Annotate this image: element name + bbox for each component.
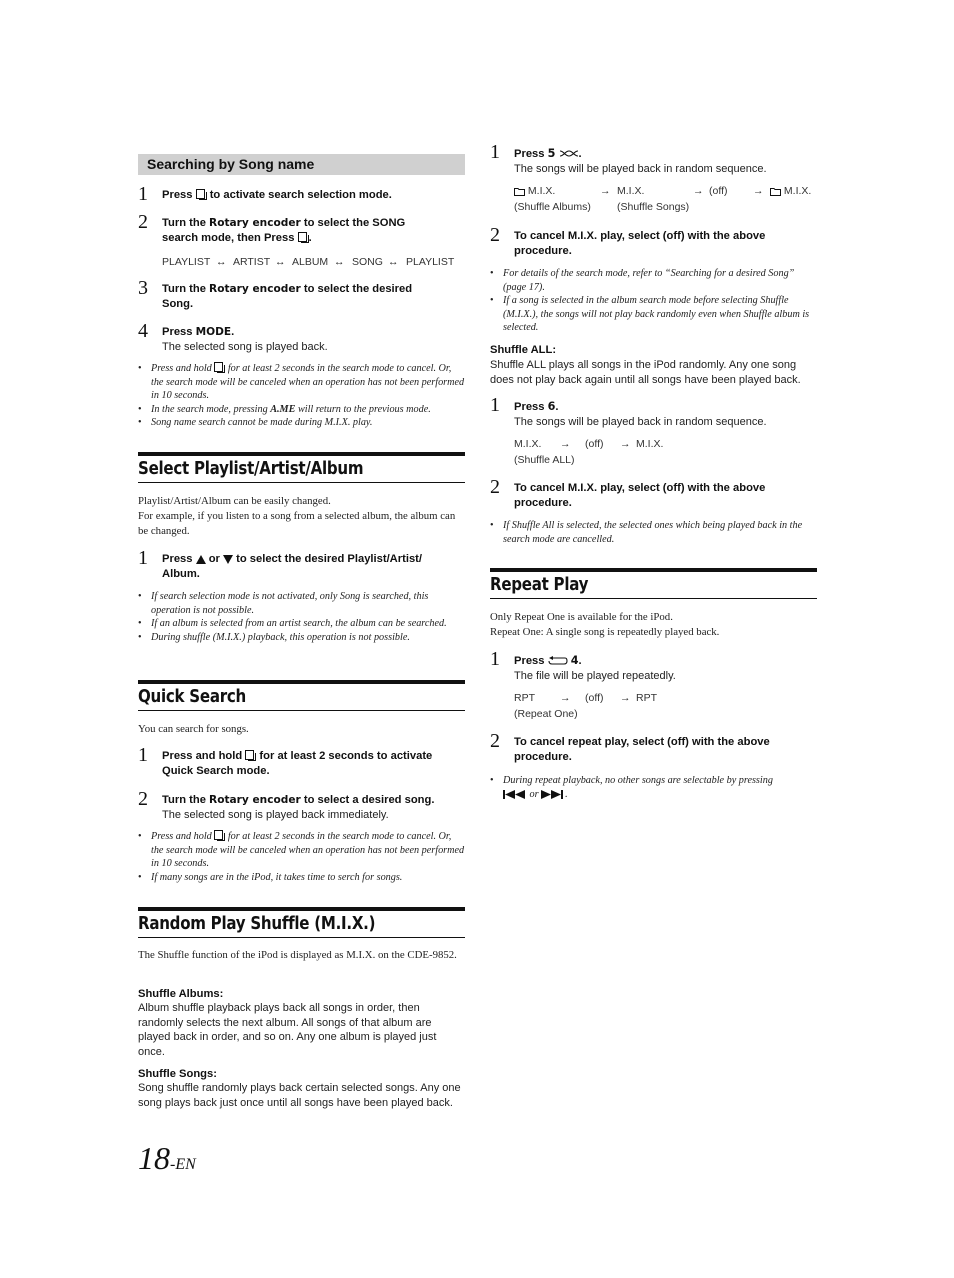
note-text: or <box>529 788 539 800</box>
step-text: for at least 2 seconds to activate <box>259 750 433 762</box>
step-number: 1 <box>490 394 500 416</box>
notes-playlist <box>138 590 465 644</box>
seq-item <box>514 183 555 199</box>
step-number: 1 <box>138 744 148 766</box>
seq-item: PLAYLIST <box>162 256 211 268</box>
page-number-suffix: -EN <box>170 1156 196 1173</box>
step-description: The file will be played repeatedly. <box>514 670 676 682</box>
seq-item: M.I.X. <box>617 185 645 197</box>
seq-item: M.I.X. <box>636 438 664 450</box>
heading-text: Select Playlist/Artist/Album <box>138 459 364 479</box>
step-text: to select the desired Playlist/Artist/ <box>236 553 423 565</box>
step-text: search mode, then Press <box>162 232 295 244</box>
seq-caption: (Repeat One) <box>514 708 578 720</box>
step-text: Turn the <box>162 794 206 806</box>
step-2-mix <box>490 224 817 259</box>
note-text: During repeat playback, no other songs are selectable by pressing <box>503 775 773 786</box>
note-text: . <box>565 788 568 800</box>
seq-item: (off) <box>709 185 728 197</box>
shuffle-all-caption <box>514 452 817 468</box>
step-text: To cancel M.I.X. play, select (off) with the above <box>514 230 766 242</box>
random-play-intro: The Shuffle function of the iPod is displayed as M.I.X. on the CDE-9852. <box>138 949 457 961</box>
seq-arrow: → <box>560 692 571 704</box>
step-3-search <box>138 277 465 312</box>
up-triangle-icon <box>196 555 206 564</box>
heading-random-play <box>138 907 465 938</box>
step-text: to select a desired song. <box>303 794 435 806</box>
step-text: . <box>308 232 312 244</box>
note-text: If many songs are in the iPod, it takes time to serch for songs. <box>151 871 403 883</box>
seq-arrow: ↔ <box>388 256 399 268</box>
shuffle-albums-title: Shuffle Albums: <box>138 988 224 1000</box>
note-item <box>138 403 465 417</box>
mix-sequence <box>514 183 817 199</box>
note-text: Song name search cannot be made during M.I.X. play. <box>151 417 373 429</box>
shuffle-all-sequence <box>514 436 817 452</box>
notes-repeat <box>490 774 817 801</box>
note-item: • If Shuffle All is selected, the selected ones which being played back in the search mode are cancelled. <box>490 519 817 546</box>
step-number: 2 <box>138 788 148 810</box>
previous-track-icon <box>503 790 527 799</box>
step-text: to select the SONG <box>303 217 406 229</box>
step-2-search <box>138 211 465 270</box>
body-line: Playlist/Artist/Album can be easily changed. <box>138 495 331 507</box>
seq-item: ALBUM <box>292 256 329 268</box>
seq-text: M.I.X. <box>783 185 812 197</box>
page-number <box>138 1140 196 1177</box>
seq-arrow: → <box>620 438 631 450</box>
shuffle-albums-body: Album shuffle playback plays back all songs in order, then randomly selects the next album. All songs of that album are played back in order, and so on. Any one album is played just once. <box>138 1002 437 1058</box>
rotary-encoder-label: Rotary encoder <box>209 794 301 806</box>
note-item <box>490 774 817 801</box>
step-number: 1 <box>138 183 148 205</box>
seq-caption: (Shuffle Albums) <box>514 201 591 213</box>
step-description: The selected song is played back. <box>162 341 328 353</box>
seq-arrow: → <box>753 185 764 197</box>
seq-item: SONG <box>352 256 383 268</box>
note-item <box>138 362 465 403</box>
seq-caption: (Shuffle Songs) <box>617 201 690 213</box>
step-1-quick <box>138 744 465 779</box>
mode-button-label: MODE <box>195 326 232 338</box>
note-item <box>138 871 465 885</box>
step-number: 4 <box>138 320 148 342</box>
shuffle-all-body: Shuffle ALL plays all songs in the iPod randomly. Any one song does not play back again until all songs have been played back. <box>490 359 801 386</box>
heading-quick-search <box>138 680 465 711</box>
step-text: Turn the <box>162 217 206 229</box>
seq-item: ARTIST <box>233 256 271 268</box>
step-1-repeat <box>490 648 817 722</box>
step-2-repeat <box>490 730 817 765</box>
step-description: The selected song is played back immediately. <box>162 809 389 821</box>
repeat-icon <box>548 656 568 666</box>
note-item: • If a song is selected in the album search mode before selecting Shuffle (M.I.X.), the songs will not play back randomly even when Shuffle album is selected. <box>490 294 817 335</box>
search-button-icon <box>298 232 309 243</box>
body-line: For example, if you listen to a song from a selected album, the album can be changed. <box>138 510 456 537</box>
seq-item: (off) <box>585 438 604 450</box>
step-text: Song. <box>162 298 194 310</box>
step-text: procedure. <box>514 497 572 509</box>
shuffle-all-title: Shuffle ALL: <box>490 344 557 356</box>
shuffle-songs-body: Song shuffle randomly plays back certain selected songs. Any one song plays back just once until all songs have been played back. <box>138 1082 461 1109</box>
heading-select-playlist <box>138 452 465 483</box>
notes-shuffle-all <box>490 519 817 546</box>
quick-search-intro: You can search for songs. <box>138 723 249 735</box>
step-text: To cancel repeat play, select (off) with the above <box>514 736 770 748</box>
body-line: Only Repeat One is available for the iPod. <box>490 611 673 623</box>
search-mode-sequence <box>162 254 465 270</box>
seq-arrow: → <box>600 185 611 197</box>
step-text: Press <box>162 189 193 201</box>
step-text: Quick Search mode. <box>162 765 270 777</box>
seq-arrow: ↔ <box>216 256 227 268</box>
step-description: The songs will be played back in random sequence. <box>514 416 767 428</box>
step-text: procedure. <box>514 245 572 257</box>
note-item: • For details of the search mode, refer to “Searching for a desired Song” (page 17). <box>490 267 817 294</box>
step-text: Album. <box>162 568 200 580</box>
seq-arrow: ↔ <box>275 256 286 268</box>
note-text: for at least 2 seconds in the search mode to cancel. Or, the search mode will be canceled when an operation has not been performed in 10 seconds. <box>151 831 465 870</box>
step-description: The songs will be played back in random sequence. <box>514 163 767 175</box>
note-item: • If search selection mode is not activated, only Song is searched, this operation is not possible. <box>138 590 465 617</box>
search-button-icon <box>196 189 207 200</box>
step-number: 2 <box>490 224 500 246</box>
note-text: In the search mode, pressing <box>151 403 268 415</box>
seq-arrow: → <box>693 185 704 197</box>
step-text: Press <box>514 148 545 160</box>
seq-item: RPT <box>636 692 657 704</box>
step-text: . <box>578 148 582 160</box>
step-1-playlist <box>138 547 465 582</box>
shuffle-songs-title: Shuffle Songs: <box>138 1068 217 1080</box>
key-label: 4 <box>570 654 579 667</box>
step-text: Press and hold <box>162 750 243 762</box>
search-button-icon <box>214 362 225 373</box>
down-triangle-icon <box>223 555 233 564</box>
note-text: will return to the previous mode. <box>297 403 431 415</box>
shuffle-icon <box>559 148 579 159</box>
step-1-search <box>138 183 465 205</box>
step-text: To cancel M.I.X. play, select (off) with the above <box>514 482 766 494</box>
rotary-encoder-label: Rotary encoder <box>209 217 301 229</box>
heading-repeat-play <box>490 568 817 599</box>
seq-arrow: → <box>620 692 631 704</box>
mix-sequence-labels <box>514 199 817 215</box>
heading-text: Quick Search <box>138 687 247 707</box>
step-number: 1 <box>138 547 148 569</box>
step-text: Turn the <box>162 283 206 295</box>
key-label: 6 <box>547 400 556 413</box>
step-text: . <box>231 326 235 338</box>
step-text: . <box>578 655 582 667</box>
step-text: Press <box>514 401 545 413</box>
seq-item: PLAYLIST <box>406 256 455 268</box>
note-text: Press and hold <box>151 831 212 842</box>
ame-button-label: A.ME <box>270 403 296 415</box>
step-number: 2 <box>138 211 148 233</box>
note-item: • If an album is selected from an artist search, the album can be searched. <box>138 617 465 631</box>
seq-item: (off) <box>585 692 604 704</box>
folder-icon <box>514 187 525 196</box>
note-item: • During shuffle (M.I.X.) playback, this operation is not possible. <box>138 631 465 645</box>
step-number: 1 <box>490 648 500 670</box>
folder-icon <box>770 187 781 196</box>
step-number: 3 <box>138 277 148 299</box>
heading-text: Random Play Shuffle (M.I.X.) <box>138 914 376 934</box>
step-text: to activate search selection mode. <box>209 189 392 201</box>
note-text: Press and hold <box>151 363 212 374</box>
step-2-quick <box>138 788 465 823</box>
search-button-icon <box>245 750 256 761</box>
seq-item: RPT <box>514 692 535 704</box>
seq-item: M.I.X. <box>514 438 542 450</box>
step-text: Press <box>514 655 545 667</box>
rotary-encoder-label: Rotary encoder <box>209 283 301 295</box>
step-text: Press <box>162 553 193 565</box>
search-button-icon <box>214 830 225 841</box>
heading-text: Repeat Play <box>490 575 589 595</box>
seq-arrow: ↔ <box>334 256 345 268</box>
step-number: 2 <box>490 476 500 498</box>
seq-text: M.I.X. <box>527 185 556 197</box>
page-number-value: 18 <box>138 1140 170 1176</box>
step-2-shuffle-all <box>490 476 817 511</box>
seq-caption: (Shuffle ALL) <box>514 454 575 466</box>
seq-arrow: → <box>560 438 571 450</box>
step-number: 2 <box>490 730 500 752</box>
step-text: . <box>555 401 559 413</box>
notes-mix <box>490 267 817 335</box>
notes-quick-search <box>138 830 465 884</box>
step-1-shuffle-all <box>490 394 817 468</box>
next-track-icon <box>541 790 565 799</box>
seq-item <box>770 183 811 199</box>
step-text: Press <box>162 326 193 338</box>
step-1-mix <box>490 141 817 215</box>
step-text: or <box>208 553 220 565</box>
key-label: 5 <box>547 147 556 160</box>
step-text: procedure. <box>514 751 572 763</box>
body-line: Repeat One: A single song is repeatedly played back. <box>490 626 720 638</box>
note-text: for at least 2 seconds in the search mode to cancel. Or, the search mode will be canceled when an operation has not been performed in 10 seconds. <box>151 363 465 402</box>
step-text: to select the desired <box>303 283 413 295</box>
repeat-sequence <box>514 690 817 706</box>
playlist-intro <box>138 494 465 539</box>
repeat-caption <box>514 706 817 722</box>
notes-song-search <box>138 362 465 430</box>
note-item <box>138 416 465 430</box>
repeat-intro <box>490 610 817 640</box>
note-item <box>138 830 465 871</box>
step-4-search <box>138 320 465 355</box>
step-number: 1 <box>490 141 500 163</box>
section-banner-song-name: Searching by Song name <box>138 154 465 175</box>
